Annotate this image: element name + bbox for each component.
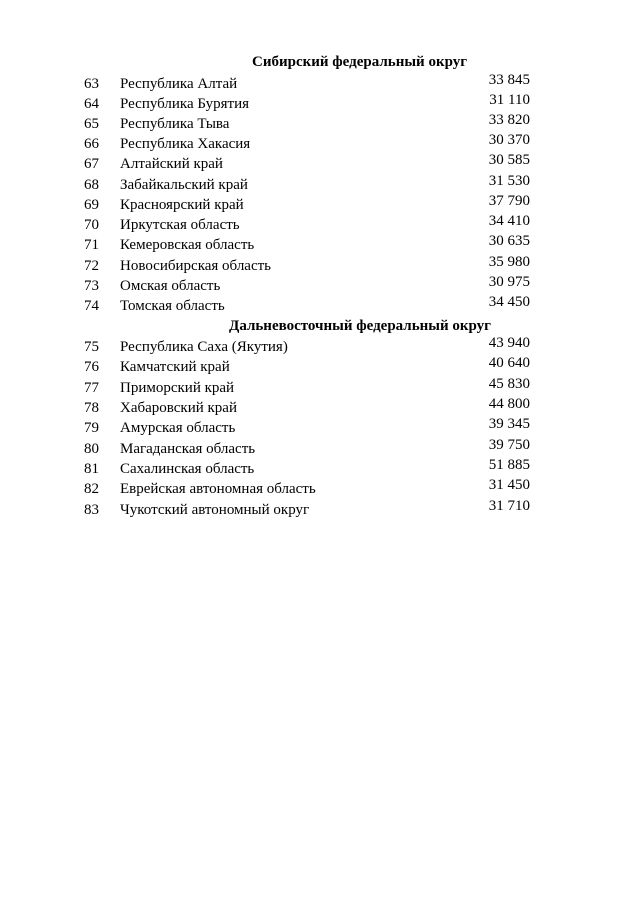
- region-value: 34 410: [488, 213, 530, 229]
- row-number: 82: [84, 481, 99, 497]
- region-value: 45 830: [488, 376, 530, 392]
- table-row: [0, 398, 640, 418]
- table-row: [0, 195, 640, 215]
- region-value: 43 940: [488, 335, 530, 351]
- region-name: Иркутская область: [120, 217, 240, 233]
- row-number: 65: [84, 116, 99, 132]
- region-value: 35 980: [488, 254, 530, 270]
- row-number: 78: [84, 400, 99, 416]
- region-value: 31 450: [488, 477, 530, 493]
- table-row: [0, 439, 640, 459]
- row-number: 67: [84, 156, 99, 172]
- table-row: [0, 357, 640, 377]
- table-row: [0, 114, 640, 134]
- row-number: 64: [84, 96, 99, 112]
- region-value: 37 790: [488, 193, 530, 209]
- region-name: Амурская область: [120, 420, 236, 436]
- row-number: 81: [84, 461, 99, 477]
- region-name: Кемеровская область: [120, 237, 255, 253]
- table-row: [0, 479, 640, 499]
- row-number: 63: [84, 76, 99, 92]
- table-row: [0, 235, 640, 255]
- table-row: [0, 296, 640, 316]
- section-title-far-eastern: Дальневосточный федеральный округ: [229, 318, 491, 334]
- region-name: Чукотский автономный округ: [120, 502, 310, 518]
- row-number: 68: [84, 177, 99, 193]
- region-name: Новосибирская область: [120, 258, 272, 274]
- row-number: 79: [84, 420, 99, 436]
- region-name: Республика Алтай: [120, 76, 238, 92]
- table-row: [0, 276, 640, 296]
- region-value: 31 530: [488, 173, 530, 189]
- region-value: 34 450: [488, 294, 530, 310]
- row-number: 77: [84, 380, 99, 396]
- row-number: 76: [84, 359, 99, 375]
- region-value: 39 750: [488, 437, 530, 453]
- table-row: [0, 74, 640, 94]
- region-name: Алтайский край: [120, 156, 223, 172]
- table-row: [0, 94, 640, 114]
- table-row: [0, 134, 640, 154]
- row-number: 72: [84, 258, 99, 274]
- region-value: 44 800: [488, 396, 530, 412]
- table-row: [0, 418, 640, 438]
- region-name: Республика Хакасия: [120, 136, 251, 152]
- section-title-siberian: Сибирский федеральный округ: [252, 54, 468, 70]
- region-value: 30 585: [488, 152, 530, 168]
- region-value: 31 110: [489, 92, 530, 108]
- table-row: [0, 175, 640, 195]
- row-number: 69: [84, 197, 99, 213]
- region-value: 51 885: [488, 457, 530, 473]
- region-value: 30 370: [488, 132, 530, 148]
- table-row: [0, 459, 640, 479]
- region-name: Сахалинская область: [120, 461, 255, 477]
- row-number: 80: [84, 441, 99, 457]
- region-value: 30 635: [488, 233, 530, 249]
- row-number: 71: [84, 237, 99, 253]
- region-name: Томская область: [120, 298, 225, 314]
- region-name: Республика Бурятия: [120, 96, 250, 112]
- region-name: Хабаровский край: [120, 400, 237, 416]
- region-value: 33 845: [488, 72, 530, 88]
- region-value: 33 820: [488, 112, 530, 128]
- table-row: [0, 154, 640, 174]
- table-row: [0, 337, 640, 357]
- region-name: Еврейская автономная область: [120, 481, 316, 497]
- region-value: 40 640: [488, 355, 530, 371]
- table-row: [0, 215, 640, 235]
- table-row: [0, 256, 640, 276]
- region-name: Магаданская область: [120, 441, 256, 457]
- region-value: 31 710: [488, 498, 530, 514]
- row-number: 75: [84, 339, 99, 355]
- region-name: Красноярский край: [120, 197, 244, 213]
- region-name: Республика Тыва: [120, 116, 230, 132]
- table-row: [0, 378, 640, 398]
- region-name: Приморский край: [120, 380, 235, 396]
- region-value: 30 975: [488, 274, 530, 290]
- region-value: 39 345: [488, 416, 530, 432]
- row-number: 66: [84, 136, 99, 152]
- region-name: Республика Саха (Якутия): [120, 339, 288, 355]
- row-number: 70: [84, 217, 99, 233]
- region-name: Камчатский край: [120, 359, 230, 375]
- row-number: 83: [84, 502, 99, 518]
- region-name: Забайкальский край: [120, 177, 248, 193]
- region-name: Омская область: [120, 278, 221, 294]
- row-number: 73: [84, 278, 99, 294]
- row-number: 74: [84, 298, 99, 314]
- table-row: [0, 500, 640, 520]
